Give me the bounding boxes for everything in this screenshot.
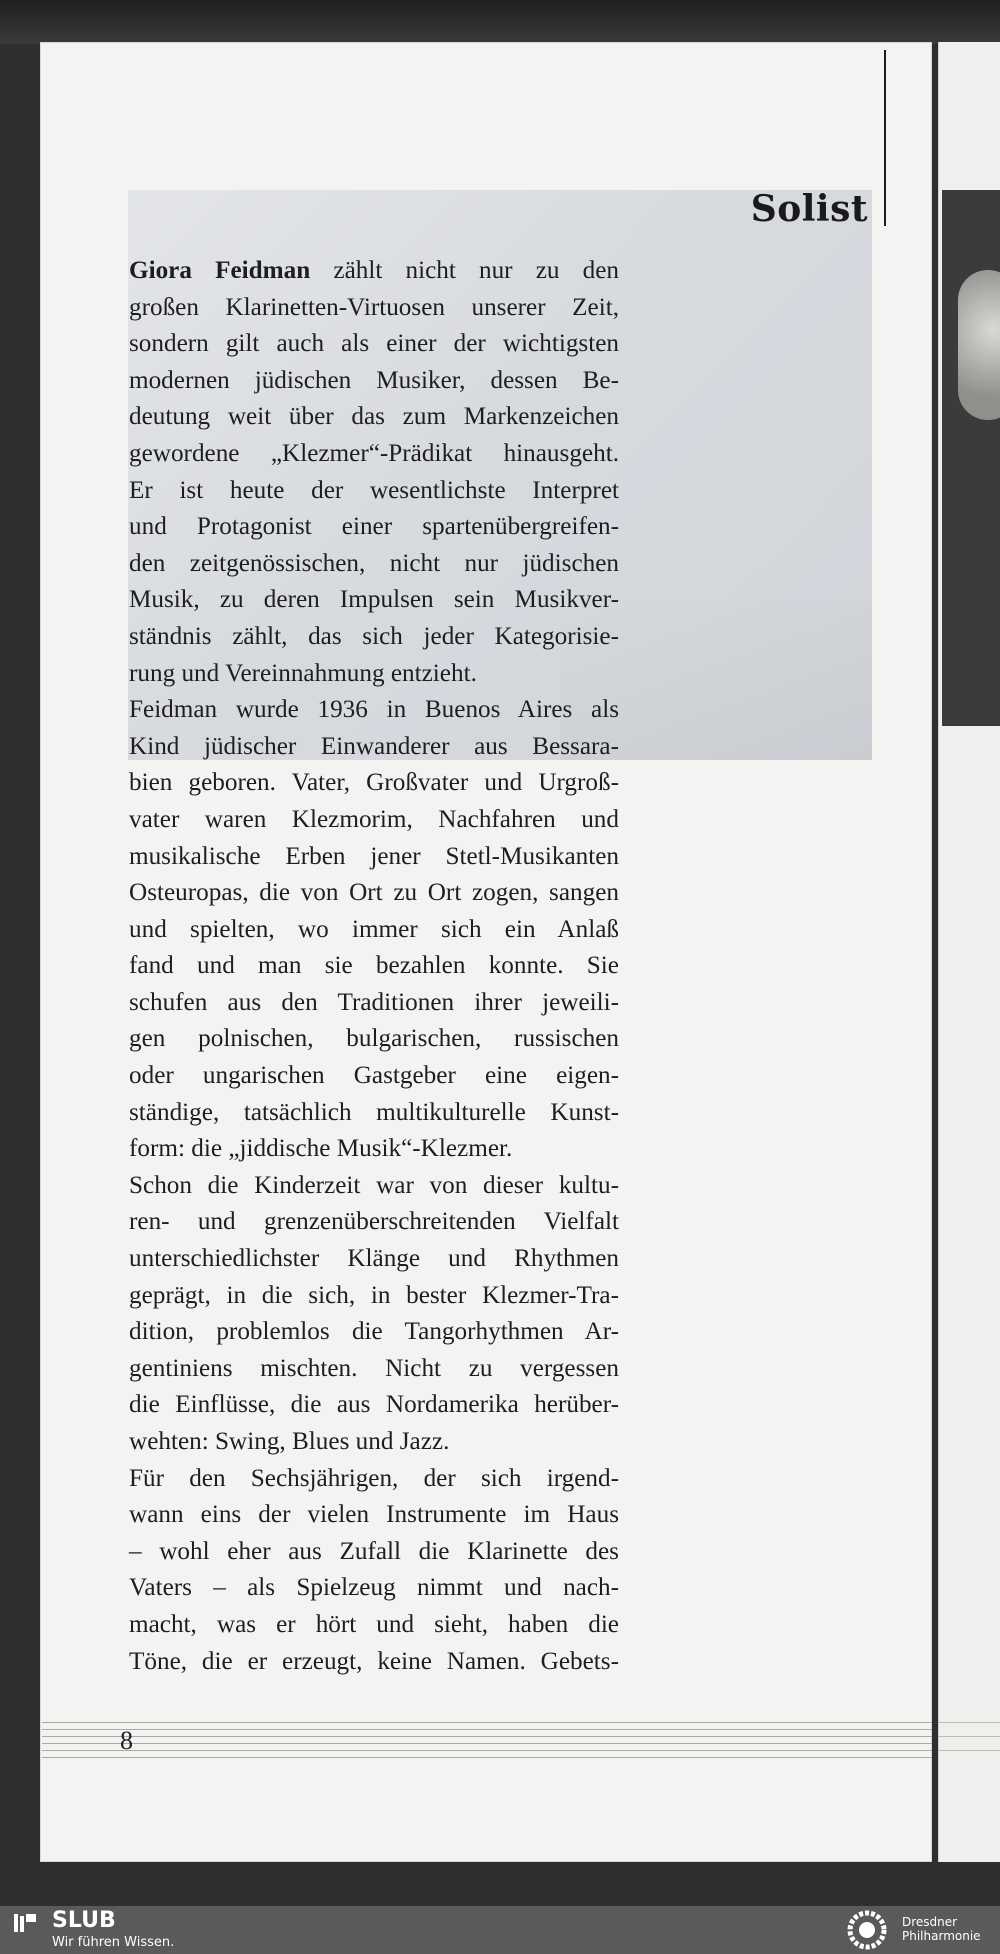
soloist-name: Giora Feidman bbox=[129, 257, 311, 284]
text-line: gen polnischen, bulgarischen, russischen bbox=[129, 1025, 619, 1053]
partner-name-line1: Dresdner bbox=[902, 1915, 958, 1929]
biography-text bbox=[129, 253, 619, 1680]
text-line: macht, was er hört und sieht, haben die bbox=[129, 1610, 619, 1638]
adjacent-footer-rule bbox=[938, 1750, 1000, 1751]
text-line: bien geboren. Vater, Großvater und Urgroß- bbox=[129, 769, 619, 797]
text-line: vater waren Klezmorim, Nachfahren und bbox=[129, 805, 619, 833]
text-line: und Protagonist einer spartenübergreifen- bbox=[129, 513, 619, 541]
text-line: Schon die Kinderzeit war von dieser kultu- bbox=[129, 1171, 619, 1199]
text-line: schufen aus den Traditionen ihrer jeweili- bbox=[129, 988, 619, 1016]
footer-rule bbox=[42, 1736, 932, 1737]
text-line: ren- und grenzenüberschreitenden Vielfalt bbox=[129, 1208, 619, 1236]
library-name: SLUB bbox=[52, 1908, 116, 1933]
footer-rule bbox=[42, 1757, 932, 1758]
text-line: oder ungarischen Gastgeber eine eigen- bbox=[129, 1062, 619, 1090]
footer-rule bbox=[42, 1729, 932, 1730]
partner-name-line2: Philharmonie bbox=[902, 1929, 981, 1943]
text-line: den zeitgenössischen, nicht nur jüdischen bbox=[129, 549, 619, 577]
text-line-last: wehten: Swing, Blues und Jazz. bbox=[129, 1428, 450, 1455]
partner-name bbox=[902, 1915, 981, 1943]
text-line: – wohl eher aus Zufall die Klarinette des bbox=[129, 1537, 619, 1565]
header-divider-line bbox=[884, 50, 886, 226]
adjacent-footer-rule bbox=[938, 1736, 1000, 1737]
text-line: fand und man sie bezahlen konnte. Sie bbox=[129, 952, 619, 980]
text-line-last: form: die „jiddische Musik“-Klezmer. bbox=[129, 1135, 513, 1163]
text-line-last: rung und Vereinnahmung entzieht. bbox=[129, 659, 477, 687]
footer-rule bbox=[42, 1743, 932, 1744]
text-line-rest: zählt nicht nur zu den bbox=[310, 257, 619, 284]
text-line: Osteuropas, die von Ort zu Ort zogen, sangen bbox=[129, 879, 619, 907]
text-line: Töne, die er erzeugt, keine Namen. Gebets- bbox=[129, 1647, 619, 1675]
text-line: und spielten, wo immer sich ein Anlaß bbox=[129, 915, 619, 943]
text-line: Kind jüdischer Einwanderer aus Bessara- bbox=[129, 732, 619, 760]
text-line: Musik, zu deren Impulsen sein Musikver- bbox=[129, 586, 619, 614]
text-line bbox=[129, 253, 619, 290]
text-line: modernen jüdischen Musiker, dessen Be- bbox=[129, 366, 619, 394]
text-line: ständnis zählt, das sich jeder Kategorisie- bbox=[129, 622, 619, 650]
slub-logo-icon bbox=[12, 1912, 38, 1934]
text-line: Für den Sechsjährigen, der sich irgend- bbox=[129, 1464, 619, 1492]
text-line: sondern gilt auch als einer der wichtigsten bbox=[129, 330, 619, 358]
adjacent-photo-portrait bbox=[958, 270, 1000, 420]
scan-top-edge bbox=[0, 0, 1000, 44]
text-line: gewordene „Klezmer“-Prädikat hinausgeht. bbox=[129, 439, 619, 467]
text-line: unterschiedlichster Klänge und Rhythmen bbox=[129, 1245, 619, 1273]
text-line: gentiniens mischten. Nicht zu vergessen bbox=[129, 1354, 619, 1382]
text-line: wann eins der vielen Instrumente im Haus bbox=[129, 1501, 619, 1529]
text-line: ständige, tatsächlich multikulturelle Kunst- bbox=[129, 1098, 619, 1126]
text-line: großen Klarinetten-Virtuosen unserer Zeit, bbox=[129, 293, 619, 321]
section-heading: Solist bbox=[750, 188, 868, 230]
text-line: geprägt, in die sich, in bester Klezmer-Tra- bbox=[129, 1281, 619, 1309]
philharmonie-logo-icon bbox=[842, 1909, 892, 1951]
text-line: dition, problemlos die Tangorhythmen Ar- bbox=[129, 1318, 619, 1346]
text-line: die Einflüsse, die aus Nordamerika herüber- bbox=[129, 1391, 619, 1419]
text-line: Er ist heute der wesentlichste Interpret bbox=[129, 476, 619, 504]
library-tagline: Wir führen Wissen. bbox=[52, 1935, 175, 1950]
footer-rule bbox=[42, 1722, 932, 1723]
page-number: 8 bbox=[120, 1726, 133, 1755]
footer-rule bbox=[42, 1750, 932, 1751]
text-line: Feidman wurde 1936 in Buenos Aires als bbox=[129, 696, 619, 724]
text-line: musikalische Erben jener Stetl-Musikanten bbox=[129, 842, 619, 870]
adjacent-footer-rule bbox=[938, 1722, 1000, 1723]
text-line: deutung weit über das zum Markenzeichen bbox=[129, 403, 619, 431]
text-line: Vaters – als Spielzeug nimmt und nach- bbox=[129, 1574, 619, 1602]
